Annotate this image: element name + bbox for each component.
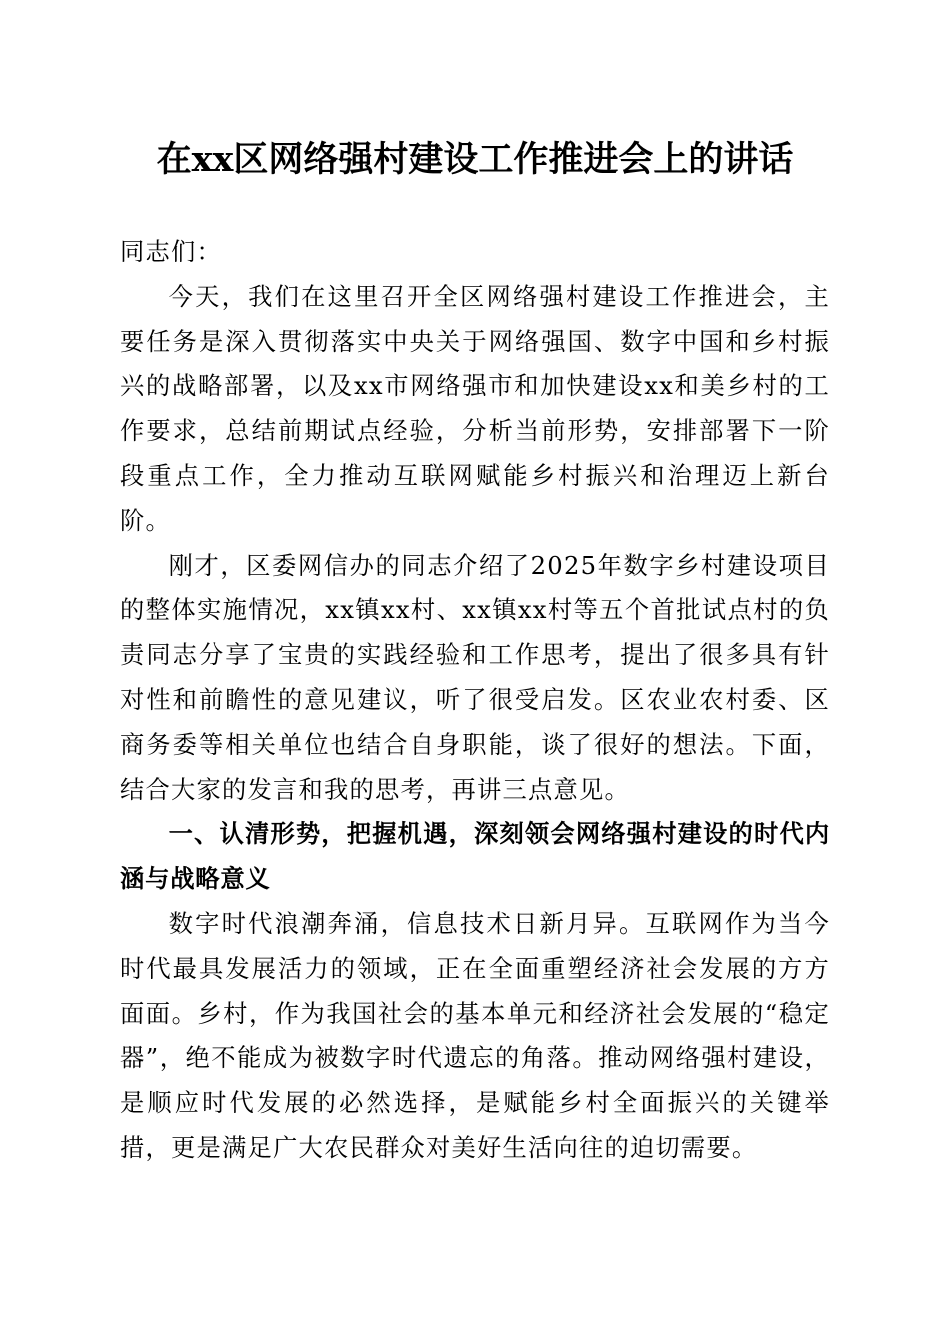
section-heading-1: 一、认清形势，把握机遇，深刻领会网络强村建设的时代内涵与战略意义 (120, 819, 830, 894)
document-body (120, 230, 830, 1171)
paragraph-opening: 今天，我们在这里召开全区网络强村建设工作推进会，主要任务是深入贯彻落实中央关于网络强国、数字中国和乡村振兴的战略部署，以及xx市网络强市和加快建设xx和美乡村的工作要求，总结前期试点经验，分析当前形势，安排部署下一阶段重点工作，全力推动互联网赋能乡村振兴和治理迈上新台阶。 (120, 281, 830, 535)
salutation: 同志们： (120, 237, 222, 266)
paragraph-review: 刚才，区委网信办的同志介绍了2025年数字乡村建设项目的整体实施情况，xx镇xx村、xx镇xx村等五个首批试点村的负责同志分享了宝贵的实践经验和工作思考，提出了很多具有针对性和前瞻性的意见建议，听了很受启发。区农业农村委、区商务委等相关单位也结合自身职能，谈了很好的想法。下面，结合大家的发言和我的思考，再讲三点意见。 (120, 550, 830, 804)
paragraph-section-1: 数字时代浪潮奔涌，信息技术日新月异。互联网作为当今时代最具发展活力的领域，正在全面重塑经济社会发展的方方面面。乡村，作为我国社会的基本单元和经济社会发展的“稳定器”，绝不能成为被数字时代遗忘的角落。推动网络强村建设，是顺应时代发展的必然选择，是赋能乡村全面振兴的关键举措，更是满足广大农民群众对美好生活向往的迫切需要。 (120, 908, 830, 1162)
document-title: 在xx区网络强村建设工作推进会上的讲话 (156, 139, 794, 180)
